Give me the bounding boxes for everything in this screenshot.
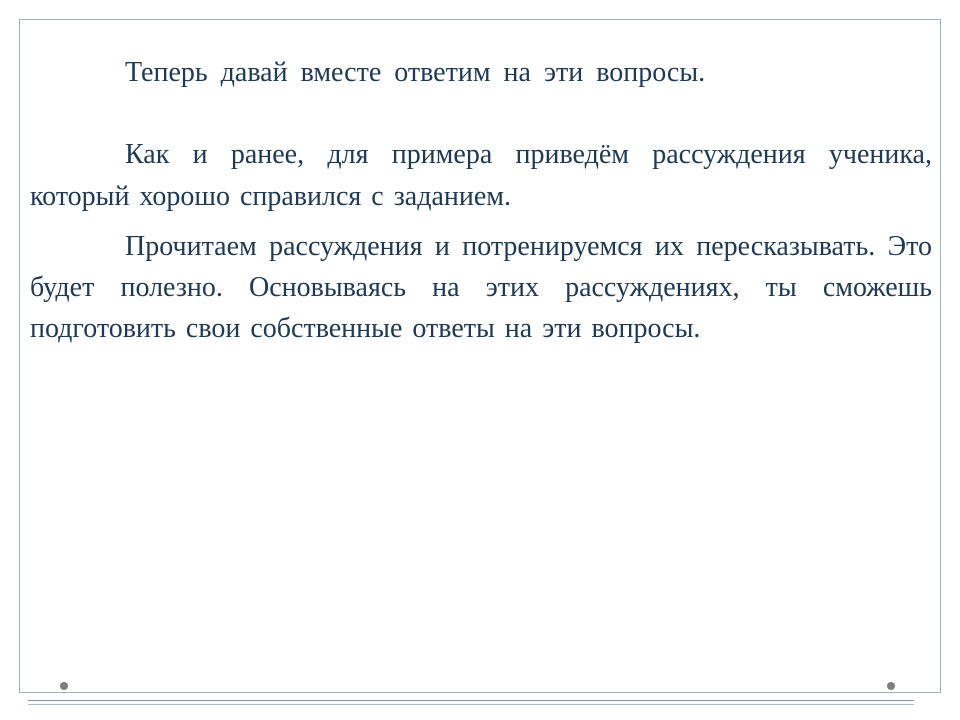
example-paragraph: Как и ранее, для примера приведём рассуждения ученика, который хорошо справился с заданием. [30, 139, 932, 212]
left-dot-ornament [60, 682, 68, 690]
slide-text [30, 52, 932, 349]
right-dot-ornament [887, 682, 895, 690]
intro-paragraph: Теперь давай вместе ответим на эти вопросы. [125, 57, 706, 88]
bottom-rule-line [28, 700, 914, 701]
bottom-rule-line-secondary [28, 704, 914, 705]
instruction-paragraph: Прочитаем рассуждения и потренируемся их пересказывать. Это будет полезно. Основываясь на этих рассуждениях, ты сможешь подготовить свои собственные ответы на эти вопросы. [30, 231, 932, 344]
